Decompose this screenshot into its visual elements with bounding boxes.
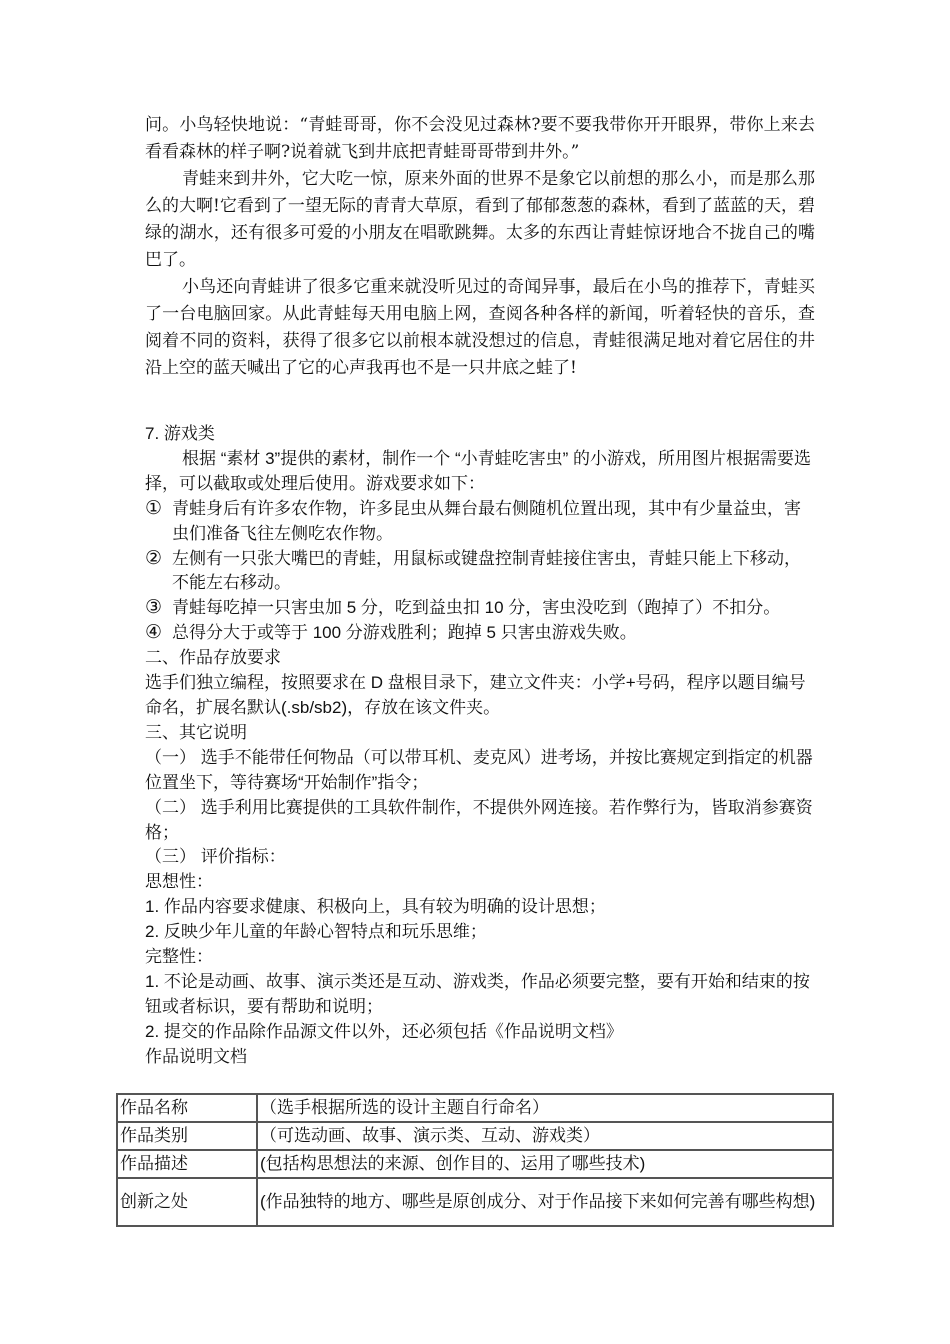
story-paragraph-2: 青蛙来到井外，它大吃一惊，原来外面的世界不是象它以前想的那么小，而是那么那么的大啊!它看到了一望无际的青青大草原，看到了郁郁葱葱的森林，看到了蓝蓝的天，碧绿的湖水，还有很多可爱的小朋友在唱歌跳舞。太多的东西让青蛙惊讶地合不拢自己的嘴巴了。	[145, 169, 815, 270]
rule-text: 左侧有一只张大嘴巴的青蛙，用鼠标或键盘控制青蛙接住害虫，青蛙只能上下移动，不能左右移动。	[172, 548, 801, 593]
game-rule-item	[145, 547, 817, 597]
table-row	[117, 1178, 833, 1226]
requirements-section	[145, 422, 817, 1070]
table-row	[117, 1150, 833, 1178]
game-rule-item	[145, 596, 817, 621]
rule-number: ②	[145, 547, 163, 569]
table-key-cell: 作品描述	[117, 1150, 257, 1178]
thought-label: 思想性：	[145, 872, 213, 892]
rule-text: 青蛙每吃掉一只害虫加 5 分，吃到益虫扣 10 分，害虫没吃到（跑掉了）不扣分。	[172, 598, 781, 618]
thought-item-1: 1. 作品内容要求健康、积极向上，具有较为明确的设计思想；	[145, 897, 606, 917]
complete-item-1: 1. 不论是动画、故事、演示类还是互动、游戏类，作品必须要完整，要有开始和结束的按钮或者标识，要有帮助和说明；	[145, 971, 810, 1016]
rule-text: 总得分大于或等于 100 分游戏胜利；跑掉 5 只害虫游戏失败。	[172, 623, 637, 643]
story-paragraph-3: 小鸟还向青蛙讲了很多它重来就没听见过的奇闻异事，最后在小鸟的推荐下，青蛙买了一台电脑回家。从此青蛙每天用电脑上网，查阅各种各样的新闻，听着轻快的音乐，查阅着不同的资料，获得了很多它以前根本就没想过的信息，青蛙很满足地对着它居住的井沿上空的蓝天喊出了它的心声我再也不是一只井底之蛙了!	[145, 277, 815, 378]
table-value-cell: （可选动画、故事、演示类、互动、游戏类）	[257, 1122, 833, 1150]
other-paragraph-3: （三） 评价指标：	[145, 847, 286, 867]
doc-table-title: 作品说明文档	[145, 1046, 247, 1066]
thought-item-2: 2. 反映少年儿童的年龄心智特点和玩乐思维；	[145, 922, 487, 942]
table-key-cell: 作品名称	[117, 1094, 257, 1122]
other-heading: 三、其它说明	[145, 722, 247, 742]
game-heading: 7. 游戏类	[145, 424, 215, 443]
table-row	[117, 1122, 833, 1150]
table-row	[117, 1094, 833, 1122]
storage-text: 选手们独立编程，按照要求在 D 盘根目录下，建立文件夹：小学+号码，程序以题目编号命名，扩展名默认(.sb/sb2)，存放在该文件夹。	[145, 673, 806, 717]
rule-number: ①	[145, 497, 163, 519]
other-paragraph-1: （一） 选手不能带任何物品（可以带耳机、麦克风）进考场，并按比赛规定到指定的机器位置坐下，等待赛场“开始制作”指令；	[145, 747, 813, 792]
rule-text: 青蛙身后有许多农作物，许多昆虫从舞台最右侧随机位置出现，其中有少量益虫，害虫们准备飞往左侧吃农作物。	[172, 498, 801, 543]
game-rule-item	[145, 621, 817, 646]
table-value-cell: （选手根据所选的设计主题自行命名）	[257, 1094, 833, 1122]
table-key-cell: 作品类别	[117, 1122, 257, 1150]
table-key-cell: 创新之处	[117, 1178, 257, 1226]
rule-number: ③	[145, 597, 163, 619]
game-intro: 根据 “素材 3”提供的素材，制作一个 “小青蛙吃害虫” 的小游戏，所用图片根据需要选择，可以截取或处理后使用。游戏要求如下：	[145, 448, 811, 493]
storage-heading: 二、作品存放要求	[145, 648, 281, 668]
game-rule-item	[145, 497, 817, 547]
work-description-table	[116, 1093, 834, 1227]
complete-item-2: 2. 提交的作品除作品源文件以外，还必须包括《作品说明文档》	[145, 1021, 623, 1041]
story-section	[145, 112, 815, 382]
table-value-cell: (包括构思想法的来源、创作目的、运用了哪些技术)	[257, 1150, 833, 1178]
story-paragraph-1: 问。小鸟轻快地说：“青蛙哥哥，你不会没见过森林?要不要我带你开开眼界，带你上来去看看森林的样子啊?说着就飞到井底把青蛙哥哥带到井外。”	[145, 115, 815, 162]
rule-number: ④	[145, 622, 163, 644]
table-value-cell: (作品独特的地方、哪些是原创成分、对于作品接下来如何完善有哪些构想)	[257, 1178, 833, 1226]
complete-label: 完整性：	[145, 947, 213, 967]
other-paragraph-2: （二） 选手利用比赛提供的工具软件制作，不提供外网连接。若作弊行为，皆取消参赛资格；	[145, 797, 813, 842]
